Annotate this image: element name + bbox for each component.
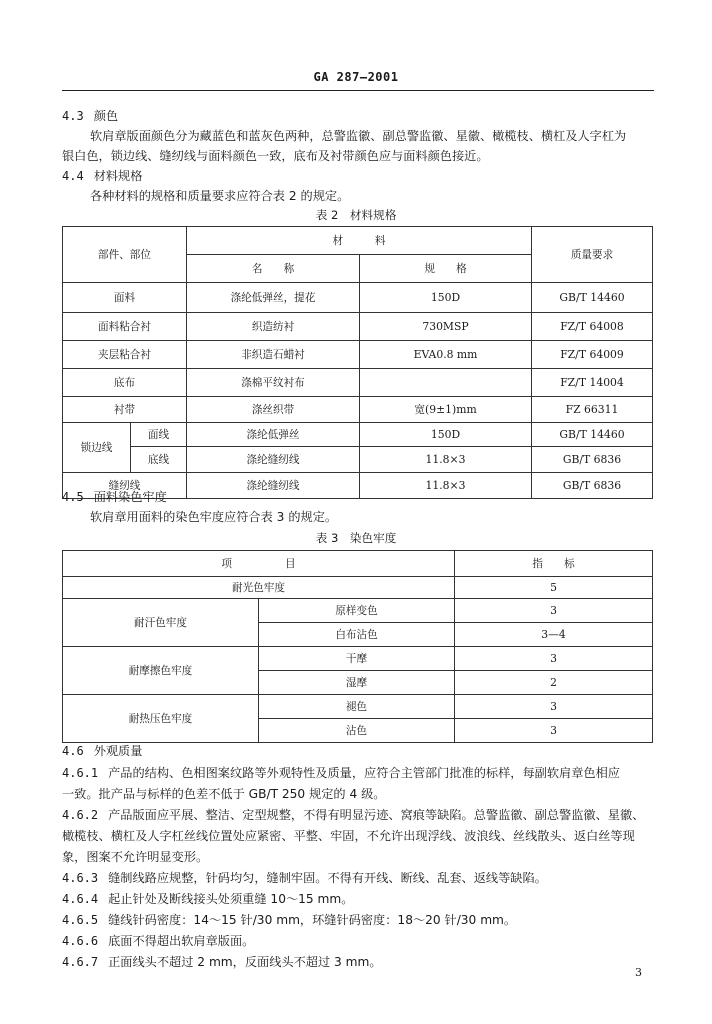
table-row [63,397,653,423]
clause-text: 正面线头不超过 2 mm，反面线头不超过 3 mm。 [108,955,382,969]
cell-subitem: 白布沾色 [259,623,455,647]
table-row [63,647,653,671]
table-row [63,577,653,599]
cell-name: 非织造石蜡衬 [187,341,360,369]
clause-number: 4.6.5 [62,913,99,927]
section-title: 外观质量 [93,744,143,758]
section-title: 材料规格 [93,169,143,183]
cell-spec: 150D [360,283,532,313]
table-row [63,695,653,719]
table-row [63,283,653,313]
cell-quality: GB/T 6836 [532,473,653,499]
clause-4-6-5 [62,910,516,930]
header-rule [62,90,654,91]
cell-name: 涤棉平纹衬布 [187,369,360,397]
header-name: 名 称 [187,255,360,283]
cell-name: 涤纶低弹丝，提花 [187,283,360,313]
clause-4-6-3 [62,868,547,888]
page-number: 3 [635,966,642,979]
clause-text: 底面不得超出软肩章版面。 [108,934,255,948]
cell-part: 夹层粘合衬 [63,341,187,369]
cell-name: 涤纶低弹丝 [187,423,360,447]
section-title: 颜色 [93,109,119,123]
cell-subitem: 原样变色 [259,599,455,623]
cell-subitem: 沾色 [259,719,455,743]
cell-part: 缝纫线 [63,473,187,499]
header-spec: 规 格 [360,255,532,283]
cell-quality: FZ/T 14004 [532,369,653,397]
table-row [63,369,653,397]
table-row [63,599,653,623]
cell-subitem: 湿摩 [259,671,455,695]
clause-4-6-4 [62,889,353,909]
cell-part: 底布 [63,369,187,397]
cell-quality: GB/T 14460 [532,423,653,447]
cell-part: 锁边线 [63,423,131,473]
clause-text: 起止针处及断线接头处须重缝 10～15 mm。 [108,892,354,906]
paragraph-line: 软肩章版面颜色分为藏蓝色和蓝灰色两种，总警监徽、副总警监徽、星徽、橄榄枝、横杠及人字杠为 [90,129,627,143]
section-4-6-heading [62,741,142,761]
cell-name: 涤纶缝纫线 [187,447,360,473]
cell-item: 耐热压色牢度 [63,695,259,743]
cell-item: 耐摩擦色牢度 [63,647,259,695]
paragraph-line: 各种材料的规格和质量要求应符合表 2 的规定。 [90,189,350,203]
section-4-4-heading [62,166,142,186]
header-material: 材 料 [187,227,532,255]
table-row [63,341,653,369]
clause-number: 4.6.7 [62,955,99,969]
cell-name: 涤丝织带 [187,397,360,423]
cell-value: 2 [455,671,653,695]
cell-part: 面料粘合衬 [63,313,187,341]
cell-name: 织造纺衬 [187,313,360,341]
cell-value: 3 [455,695,653,719]
clause-4-6-7 [62,952,382,972]
cell-subitem: 干摩 [259,647,455,671]
table-2-materials [62,226,653,499]
clause-number: 4.6.4 [62,892,99,906]
clause-text: 缝制线路应规整，针码均匀，缝制牢固。不得有开线、断线、乱套、返线等缺陷。 [108,871,547,885]
cell-quality: FZ 66311 [532,397,653,423]
cell-value: 3 [455,719,653,743]
clause-number: 4.6.6 [62,934,99,948]
paragraph-line: 一致。批产品与标样的色差不低于 GB/T 250 规定的 4 级。 [62,787,386,801]
clause-text: 产品版面应平展、整洁、定型规整，不得有明显污迹、窝痕等缺陷。总警监徽、副总警监徽、星徽、 [108,808,645,822]
cell-part: 面料 [63,283,187,313]
cell-quality: GB/T 6836 [532,447,653,473]
paragraph-line: 银白色，锁边线、缝纫线与面料颜色一致，底布及衬带颜色应与面料颜色接近。 [62,149,489,163]
table-row [63,423,653,447]
cell-spec: 宽(9±1)mm [360,397,532,423]
cell-name: 涤纶缝纫线 [187,473,360,499]
cell-item: 耐汗色牢度 [63,599,259,647]
table-3-color-fastness [62,550,653,743]
clause-4-6-6 [62,931,254,951]
clause-text: 缝线针码密度：14～15 针/30 mm，环缝针码密度：18～20 针/30 mm。 [108,913,517,927]
section-number: 4.6 [62,744,84,758]
header-index: 指 标 [455,551,653,577]
section-number: 4.3 [62,109,84,123]
cell-value: 3 [455,599,653,623]
clause-4-6-2 [62,805,644,825]
cell-subpart: 底线 [131,447,187,473]
cell-value: 5 [455,577,653,599]
header-quality: 质量要求 [532,227,653,283]
cell-spec: 730MSP [360,313,532,341]
section-title: 面料染色牢度 [93,490,167,504]
section-number: 4.4 [62,169,84,183]
paragraph-line: 软肩章用面料的染色牢度应符合表 3 的规定。 [90,510,338,524]
cell-value: 3 [455,647,653,671]
table-2-caption: 表 2 材料规格 [315,208,397,222]
clause-number: 4.6.2 [62,808,99,822]
clause-number: 4.6.1 [62,766,99,780]
table-row [63,313,653,341]
cell-spec [360,369,532,397]
clause-4-6-1 [62,763,620,783]
section-number: 4.5 [62,490,84,504]
cell-value: 3—4 [455,623,653,647]
cell-spec: 11.8×3 [360,473,532,499]
cell-part: 衬带 [63,397,187,423]
paragraph-line: 橄榄枝、横杠及人字杠丝线位置处应紧密、平整、牢固，不允许出现浮线、波浪线、丝线散头、返白丝等现 [62,829,635,843]
cell-quality: FZ/T 64009 [532,341,653,369]
header-item: 项 目 [63,551,455,577]
cell-spec: 11.8×3 [360,447,532,473]
cell-spec: EVA0.8 mm [360,341,532,369]
paragraph-line: 象，图案不允许明显变形。 [62,850,209,864]
cell-subpart: 面线 [131,423,187,447]
header-part: 部件、部位 [63,227,187,283]
cell-quality: FZ/T 64008 [532,313,653,341]
clause-number: 4.6.3 [62,871,99,885]
section-4-3-heading [62,106,118,126]
cell-item: 耐光色牢度 [63,577,455,599]
cell-quality: GB/T 14460 [532,283,653,313]
table-row [63,447,653,473]
document-header: GA 287—2001 [313,70,399,84]
clause-text: 产品的结构、色相图案纹路等外观特性及质量，应符合主管部门批准的标样，每副软肩章色相应 [108,766,620,780]
table-3-caption: 表 3 染色牢度 [315,531,397,545]
cell-spec: 150D [360,423,532,447]
section-4-5-heading [62,487,167,507]
cell-subitem: 褪色 [259,695,455,719]
